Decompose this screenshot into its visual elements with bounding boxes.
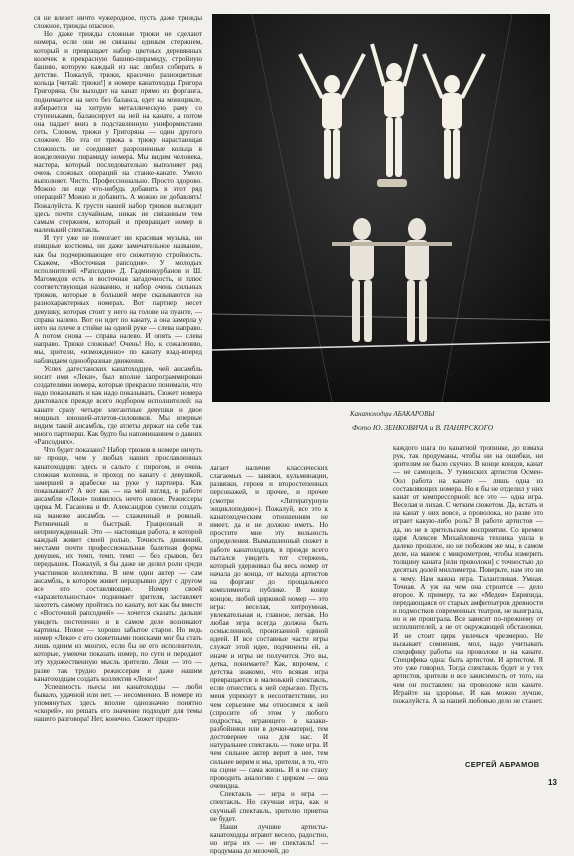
paragraph: ся не влезет ничто чужеродное, пусть даже трижды сложное, трижды опасное. [34, 14, 202, 31]
paragraph: Спектакль — игра и игра — спектакль. Но скучная игра, как и скучный спектакль, зрителю приятна не будет. [210, 790, 328, 823]
author-signature: СЕРГЕЙ АБРАМОВ [465, 760, 540, 769]
page-number: 13 [548, 778, 557, 787]
paragraph: лагает наличие классических слагаемых — завязки, кульминации, развязки, героев и второстепенных персонажей, и прочее, и прочее (смотри «Литературную энциклопедию»). Пожалуй, все это к канатоходческим отношениям не имеет, да и не должно иметь. Но простите мне эту вольность определения. Вымышленный сюжет в работе канатоходцев, в прежде всего пытался увидеть тот стержень, который удерживал бы весь номер от начала до конца, от выхода артистов на форганг до прощального комплимента публике. В конце концов, любой цирковой номер — это игра: веселая, хитроумная, увлекательная и, главное, легкая. Но любая игра всегда должна быть осмысленной, пронизанной единой идеей. И все составные части игры служат этой идее, подчинены ей, а иначе и игры не получится. Это вы, детка, понимаете? Как, впрочем, с детства знакомо, что всякая игра превращается в маленький спектакль, если отнестись к ней серьезно. Пусть меня упрекнут в несоответствии, но чем серьезнее мы относимся к ней (спросите об этом у любого подростка, играющего в казаки-разбойники или в дочки-матери), тем достовернее она для нас. И натуральнее спектакль — тоже игра. И чем сильнее актер верит в нее, тем сильнее верим и мы, зрители, в то, что на сцене — сама жизнь. И я не стану проводить аналогию с цирком — она очевидна. [210, 464, 328, 791]
paragraph: Успешность пьесы ни канатоходцы — люби бывало, удачной или нет, — несомненно. В номере из упомянутых здесь вполне однозначно понятно «скорей», но решать его значение подходит для темы нашего разговора! Нет, конечно. Сюжет предпо- [34, 682, 202, 724]
paragraph: Но даже трижды сложные трюки не сделают номера, если они не связаны единым стержнем, который и превращает набор цветных деревянных колечек в прекрасную башню-пирамиду, стройную башню, которую каждый из нас любил собирать в детстве. Пожалуй, трюки, красочно разноцветные кольца [читай: трюки!] в номере канатоходца Григора Григоряна. Он выходит на канат прямо из форганга, поднимается на него без баланса, едет на моноцикле, взбирается на хитрую металлическую раму со ступеньками, балансирует на ней на канате, а потом она падает вниз в подставленную униформистами сеть. Словом, трюки у Григоряна — один другого сложнее. Но эта от трюка к трюку нарастающая сложность не соединяет разрозненные кольца в вожделенную пирамиду номера. Мы видим человека, мастера, который последовательно выполняет ряд очень сложных операций на станке-канате. Умело выполняет. Чисто. Профессионально. Просто здорово. Можно ли еще что-нибудь добавить в этот ряд операций? Можно и добавить. А можно не добавлять! Пожалуйста. К грусти нашей набор трюков выглядит здесь почти случайным, никак не связанным тем самым стержнем, который и превращает номер в маленький спектакль. [34, 30, 202, 235]
photo-caption: Канатоходцы АБАКАРОВЫ [350, 410, 435, 418]
article-column-bottom-1 [210, 464, 328, 856]
article-column-bottom-3 [393, 444, 543, 705]
paragraph: И тут уже не помогает ни красивая музыка, ни изящные костюмы, ни даже замечательное название, как бы подчеркивающее его сюжетную стройность. Скажем, «Восточная рапсодия». У молодых исполнителей «Рапсодии» Д. Гадминкурбанов и Ш. Магомедов есть и восточная загадочность, и плюс соответствующая названию, и набор очень сильных трюков, которые в большей мере сказываются на разнохарактерных номерах. Вот партнер несет девушку, которая стоит у него на голове на пуанте, — справа налево. Вот он идет по канату, а она замерла у него на плече в стойке на одной руке — слева направо. А потом снова — справа налево. И опять — слева направо. Трюки сложные! Очень! Но, к сожалению, мы, зрители, «изможденно» по канату взад-вперед наблюдаем однообразные движения. [34, 234, 202, 365]
photo-credit: Фото Ю. ЗЕНКОВИЧА и В. ПАНЯРСКОГО [352, 423, 494, 432]
paragraph: Успех дагестанских канатоходцев, чей ансамбль носит имя «Леки», был вполне запрограммирован создателями номера, которые прекрасно понимали, что надо показывать и как надо показывать. Сюжет номера диктовался прежде всего подбором исполнителей: на канате сразу четыре элегантные девушки и двое мощных юношей-атлетов-силовиков. Мы впервые видим такой ансамбль, где атлеты держат на себе так много партнерш. Как будто бы напоминанием о давних «Рапсодиях». [34, 364, 202, 447]
paragraph: Наши лучшие артисты-канатоходцы играют весело, радостно, но игра их — не спектакль! — продумана до мелочей, до [210, 822, 328, 856]
paragraph: Что будет показано? Набор трюков в номере ничуть не проще, чем у любых наших прославленных канатоходцев: здесь и сальто с пирогом, и очень сложная колонна, и проход по канату с девушкой, замершей в арабеске на руке у партнера. Как показывают? А вот как — на мой взгляд, в работе ансамбля «Леки» появилось нечто новое. Режиссеры цирка М. Гасанова и Ф. Александров сумели создать на манеже ансамбль — слаженный и ровный. Ритмичный и быстрый. Грациозный и непринужденный. Это — настоящая работа, в которой каждый живет своей ролью. Точность движений, местами почти профессиональная балетная форма девушек, их темп, темп, темп — без срывов, без передышек. Пожалуй, я бы даже не делил роли среди участников коллектива. В нем один актер — сам ансамбль, в котором живет неразрывно друг с другом все его составляющие. Номер своей «заразительностью» поднимает зрителя, заставляет захотеть самому пройтись по канату, вот как бы вместе с «Восточной рапсодией» — хочется сказать: дальше увидеть постепенно и в самом деле возникают картины. Новое — хорошо забытое старое. Но ведь номер «Леки» с его сюжетными поисками мог бы стать лишь одним из многих, если бы не его исполнители, которые, умеючи показать номер, по сути и передают эту художественную мысль зрителю. Леки — это — разве так трудно режиссерам и даже нашим канатоходцам создать коллектив «Леки»! [34, 446, 202, 683]
photo-acrobats [212, 14, 550, 402]
photo-illustration [212, 14, 550, 402]
paragraph: каждого шага по канатной тропинке, до взмаха рук, так продуманы, чтобы ни на ошибки, ни зрителям не было скучно. В конце концов, канат — не самоцель. У тувинских артистов Осмен-Оол работа на канате — лишь одна из составляющих номера. Но я бы не отделил у них канат от компрессорной: все это — одна игра. Веселая и лихая. С четким сюжетом. Да, встать и на канат у них вовсе, а проволока, но разве это играет какую-либо роль? В работе артистов — да, но не в зрительском восприятии. Со времен царя Алексея Михайловича техника ушла в далеко прошлое, но не побежим же мы, в самом деле, на манеж с микрометром, чтобы измерить толщину каната [или проволоки] с точностью до десятых долей миллиметра. Поверьте, нам это ни к чему. Нам важна игра. Талантливая. Умная. Точная. А уж на чем она строится — дело второе. К примеру, та же «Медея» Еврипида, передающаяся от старых амфитеатров древности и подмостков современных театров, не выиграла, но и не проиграла. Все зависит по-прежнему от исполнителей, а не от окружающей обстановки. И не стоит цирк увлечься чрезмерно. Не вызывает сомнения, мол, надо учитывать специфику работы на проволоке и на канате. Специфика одна: быть артистом. И артистом. Я это уже говорил. Тогда спектакль будет и у тех артистов, зрители и все зависимость от того, на чем он поставлен: на проволоке или канате. Играйте на здоровье. И как можно лучше, пожалуйста. А за нашей любовью дело не станет. [393, 444, 543, 705]
article-column-left [34, 14, 202, 724]
